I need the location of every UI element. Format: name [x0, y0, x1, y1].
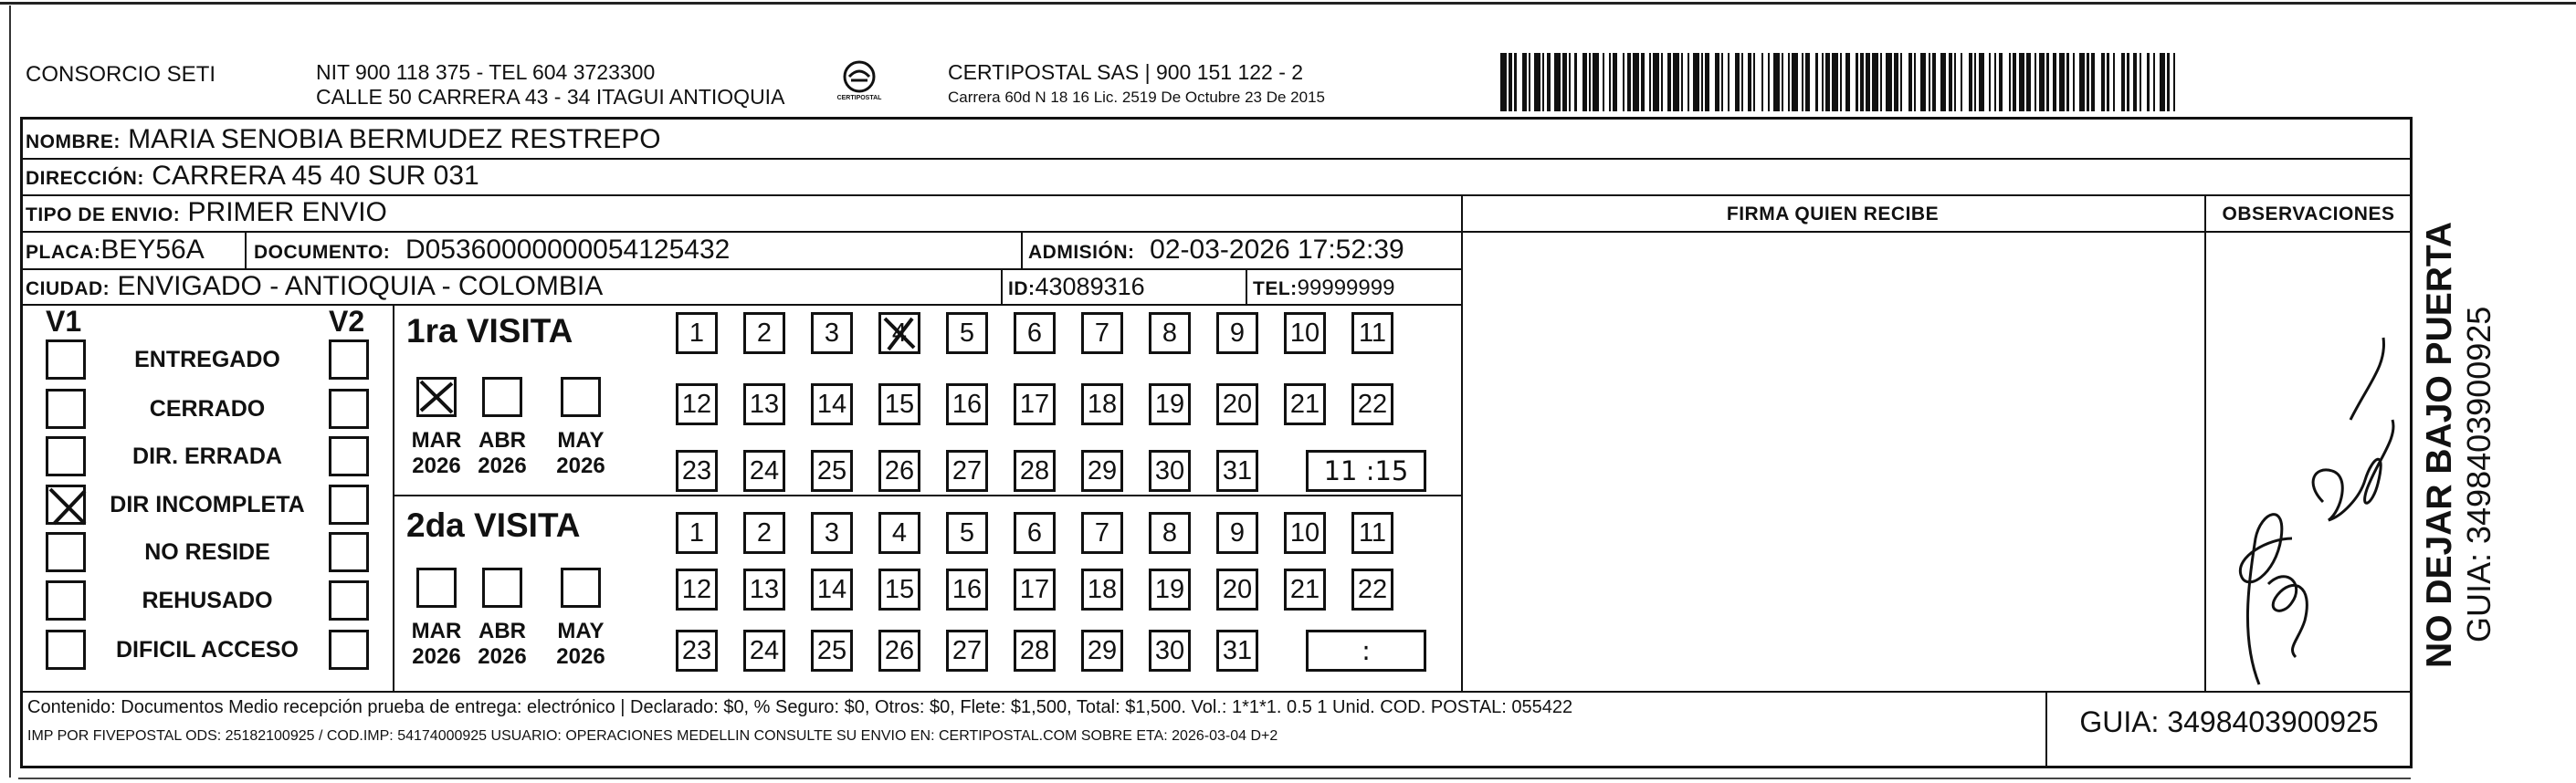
barcode-bar	[1920, 53, 1927, 111]
documento-row	[254, 235, 730, 266]
status-label: DIR. ERRADA	[132, 444, 282, 469]
barcode-bar	[1866, 53, 1869, 111]
barcode-bar	[2059, 53, 2066, 111]
status-label: DIFICIL ACCESO	[115, 637, 299, 663]
barcode-bar	[1894, 53, 1898, 111]
admision-divider	[1021, 231, 1023, 268]
v2-checkbox[interactable]	[329, 580, 369, 621]
nit-line: NIT 900 118 375 - TEL 604 3723300	[316, 60, 656, 84]
barcode-bar	[1509, 53, 1512, 111]
placa-label: PLACA:	[26, 242, 101, 263]
day-box[interactable]: 19	[1149, 569, 1191, 611]
barcode-bar	[1880, 53, 1882, 111]
direccion-row	[26, 161, 479, 192]
barcode-bar	[1974, 53, 1976, 111]
v2-checkbox[interactable]	[329, 436, 369, 476]
month-label: MAR 2026	[411, 619, 462, 669]
v2-label: V2	[329, 305, 365, 338]
nombre-row	[26, 124, 661, 155]
barcode-bar	[1688, 53, 1689, 111]
day-box[interactable]: 19	[1149, 383, 1191, 425]
barcode-bar	[1840, 53, 1842, 111]
barcode-bar	[1822, 53, 1824, 111]
barcode-bar	[1788, 53, 1790, 111]
day-box[interactable]: 3	[811, 312, 853, 354]
month-checkbox[interactable]	[482, 568, 522, 608]
barcode-bar	[2053, 53, 2056, 111]
time-box[interactable]: :	[1306, 630, 1426, 672]
contenido-text: Contenido: Documentos Medio recepción prueba de entrega: electrónico | Declarado: $0, % Seguro: $0, Otros: $0, Flete: $1,500, Total: $1,500. Vol.: 1*1*1. 0.5 1 Unid. COD. POSTAL: 055422	[27, 697, 1573, 717]
barcode-bar	[1932, 53, 1936, 111]
admision-label: ADMISIÓN:	[1028, 242, 1135, 263]
second-visit-title: 2da VISITA	[406, 506, 581, 544]
barcode-bar	[1940, 53, 1947, 111]
signature-scribble-icon	[2204, 310, 2413, 694]
time-box[interactable]: 11 :15	[1306, 450, 1426, 492]
v1-checkbox[interactable]	[46, 485, 86, 525]
barcode-bar	[1574, 53, 1576, 111]
barcode-bar	[2173, 53, 2175, 111]
day-box[interactable]: 28	[1014, 630, 1056, 672]
barcode-bar	[1914, 53, 1916, 111]
month-checkbox[interactable]	[416, 377, 457, 417]
certipostal-line: CERTIPOSTAL SAS | 900 151 122 - 2	[948, 60, 1304, 84]
day-box[interactable]: 26	[878, 450, 920, 492]
v1-checkbox[interactable]	[46, 532, 86, 572]
id-label: ID:	[1008, 278, 1036, 299]
ciudad-value: ENVIGADO - ANTIOQUIA - COLOMBIA	[117, 271, 604, 301]
barcode-bar	[1609, 53, 1611, 111]
day-box[interactable]: 6	[1014, 312, 1056, 354]
barcode-bar	[2013, 53, 2016, 111]
barcode-bar	[2066, 53, 2068, 111]
day-box[interactable]: 20	[1216, 383, 1258, 425]
barcode-bar	[1773, 53, 1780, 111]
barcode-bar	[1547, 53, 1551, 111]
barcode-bar	[1735, 53, 1739, 111]
barcode-bar	[1741, 53, 1743, 111]
placa-row	[26, 235, 205, 266]
day-box[interactable]: 25	[811, 450, 853, 492]
barcode-bar	[2026, 53, 2030, 111]
signature	[2204, 310, 2413, 694]
day-box[interactable]: 24	[743, 630, 785, 672]
barcode-bar	[1500, 53, 1507, 111]
barcode-bar	[1802, 53, 1803, 111]
day-box[interactable]: 6	[1014, 512, 1056, 554]
barcode-bar	[1554, 53, 1561, 111]
day-box[interactable]: 20	[1216, 569, 1258, 611]
day-box[interactable]: 27	[946, 450, 988, 492]
barcode-bar	[2019, 53, 2025, 111]
barcode-bar	[2091, 53, 2095, 111]
day-box[interactable]: 23	[676, 630, 718, 672]
barcode-bar	[1705, 53, 1709, 111]
day-box[interactable]: 7	[1081, 312, 1123, 354]
placa-value: BEY56A	[100, 235, 205, 265]
day-box[interactable]: 7	[1081, 512, 1123, 554]
barcode-bar	[2147, 53, 2149, 111]
address-line: CALLE 50 CARRERA 43 - 34 ITAGUI ANTIOQUIA	[316, 85, 785, 109]
v2-checkbox[interactable]	[329, 339, 369, 380]
barcode-bar	[1761, 53, 1763, 111]
day-box[interactable]: 10	[1284, 312, 1326, 354]
day-box[interactable]: 8	[1149, 512, 1191, 554]
day-box[interactable]: 4	[878, 512, 920, 554]
status-label: ENTREGADO	[134, 347, 280, 372]
v2-checkbox[interactable]	[329, 389, 369, 429]
month-label: MAY 2026	[556, 428, 605, 478]
barcode-bar	[1542, 53, 1544, 111]
ciudad-row	[26, 271, 603, 302]
barcode-bar	[1979, 53, 1985, 111]
scan-left-edge	[9, 5, 11, 778]
barcode-bar	[1653, 53, 1659, 111]
check-x-icon	[419, 380, 454, 414]
barcode-bar	[1805, 53, 1809, 111]
footer-line	[20, 691, 2413, 693]
barcode-bar	[2167, 53, 2169, 111]
barcode-bar	[1693, 53, 1699, 111]
barcode-bar	[2107, 53, 2108, 111]
day-box[interactable]: 14	[811, 383, 853, 425]
id-divider	[1001, 268, 1003, 304]
barcode-bar	[1589, 53, 1591, 111]
row-line-3	[20, 231, 2413, 233]
day-box[interactable]: 3	[811, 512, 853, 554]
barcode-bar	[1701, 53, 1703, 111]
barcode-bar	[2153, 53, 2155, 111]
barcode-bar	[1673, 53, 1679, 111]
day-box[interactable]: 8	[1149, 312, 1191, 354]
v2-checkbox[interactable]	[329, 532, 369, 572]
barcode-bar	[1825, 53, 1829, 111]
day-box[interactable]: 24	[743, 450, 785, 492]
barcode-bar	[1748, 53, 1751, 111]
license-line: Carrera 60d N 18 16 Lic. 2519 De Octubre 23 De 2015	[948, 89, 1325, 106]
barcode-bar	[1633, 53, 1639, 111]
tipo-row	[26, 197, 387, 228]
barcode-bar	[2160, 53, 2166, 111]
v2-checkbox[interactable]	[329, 630, 369, 670]
tel-divider	[1246, 268, 1247, 304]
barcode-bar	[1815, 53, 1817, 111]
day-box[interactable]: 22	[1351, 569, 1393, 611]
status-label: NO RESIDE	[144, 539, 270, 565]
day-box[interactable]: 16	[946, 383, 988, 425]
day-box[interactable]: 22	[1351, 383, 1393, 425]
tel-value: 99999999	[1297, 276, 1395, 300]
barcode-bar	[1582, 53, 1586, 111]
day-box[interactable]: 29	[1081, 450, 1123, 492]
barcode-bar	[1969, 53, 1972, 111]
day-box[interactable]: 14	[811, 569, 853, 611]
day-box[interactable]: 29	[1081, 630, 1123, 672]
scan-bottom-edge	[18, 778, 2411, 779]
documento-value: D05360000000054125432	[405, 235, 731, 265]
day-box[interactable]: 21	[1284, 569, 1326, 611]
tipo-label: TIPO DE ENVIO:	[26, 204, 181, 225]
day-box[interactable]: 13	[743, 569, 785, 611]
day-box[interactable]: 4	[878, 312, 920, 354]
day-box[interactable]: 17	[1014, 383, 1056, 425]
direccion-label: DIRECCIÓN:	[26, 168, 144, 189]
barcode-bar	[1832, 53, 1838, 111]
observaciones-label: OBSERVACIONES	[2222, 204, 2395, 224]
id-row	[1008, 271, 1145, 302]
row-line-1	[20, 158, 2413, 160]
row-line-5	[20, 304, 1463, 306]
barcode-bar	[1529, 53, 1530, 111]
barcode-bar	[1649, 53, 1651, 111]
barcode-bar	[2133, 53, 2137, 111]
barcode-bar	[1860, 53, 1864, 111]
barcode-bar	[1715, 53, 1719, 111]
month-checkbox[interactable]	[482, 377, 522, 417]
documento-label: DOCUMENTO:	[254, 242, 391, 263]
barcode-bar	[1886, 53, 1892, 111]
barcode-bar	[2121, 53, 2125, 111]
day-box[interactable]: 25	[811, 630, 853, 672]
firma-label: FIRMA QUIEN RECIBE	[1726, 204, 1940, 224]
status-label: REHUSADO	[142, 588, 273, 613]
barcode-bar	[1522, 53, 1526, 111]
status-label: CERRADO	[149, 396, 266, 422]
day-box[interactable]: 18	[1081, 383, 1123, 425]
row-line-2	[20, 194, 2413, 196]
status-label: DIR INCOMPLETA	[110, 492, 305, 517]
barcode-bar	[1534, 53, 1540, 111]
scan-top-edge	[0, 2, 2576, 5]
barcode-bar	[1603, 53, 1604, 111]
barcode-bar	[1753, 53, 1755, 111]
barcode-bar	[2009, 53, 2011, 111]
day-box[interactable]: 28	[1014, 450, 1056, 492]
id-value: 43089316	[1035, 273, 1145, 300]
postal-logo-icon	[833, 57, 886, 110]
direccion-value: CARRERA 45 40 SUR 031	[152, 161, 479, 191]
month-label: ABR 2026	[478, 428, 527, 478]
barcode-bar	[1989, 53, 1991, 111]
day-box[interactable]: 9	[1216, 312, 1258, 354]
barcode-bar	[1792, 53, 1798, 111]
barcode-bar	[1782, 53, 1783, 111]
month-label: MAY 2026	[556, 619, 605, 669]
barcode-bar	[2046, 53, 2048, 111]
day-box[interactable]: 31	[1216, 450, 1258, 492]
day-box[interactable]: 10	[1284, 512, 1326, 554]
day-box[interactable]: 15	[878, 569, 920, 611]
barcode-bar	[1768, 53, 1770, 111]
nombre-label: NOMBRE:	[26, 131, 121, 152]
certipostal-logo	[833, 57, 886, 110]
barcode-bar	[1569, 53, 1571, 111]
barcode	[1500, 53, 2176, 111]
barcode-bar	[2079, 53, 2086, 111]
month-checkbox[interactable]	[561, 568, 601, 608]
placa-divider	[245, 231, 247, 268]
barcode-bar	[2113, 53, 2115, 111]
barcode-bar	[1994, 53, 1996, 111]
v2-checkbox[interactable]	[329, 485, 369, 525]
day-box[interactable]: 18	[1081, 569, 1123, 611]
month-checkbox[interactable]	[561, 377, 601, 417]
tipo-value: PRIMER ENVIO	[187, 197, 387, 227]
v1-checkbox[interactable]	[46, 339, 86, 380]
side-guia: GUIA: 3498403900925	[2460, 306, 2497, 642]
v1-label: V1	[46, 305, 82, 338]
barcode-bar	[1949, 53, 1952, 111]
barcode-bar	[1514, 53, 1516, 111]
tel-label: TEL:	[1253, 278, 1298, 299]
check-x-icon	[48, 487, 89, 527]
day-box[interactable]: 9	[1216, 512, 1258, 554]
barcode-bar	[1954, 53, 1956, 111]
status-divider	[393, 304, 394, 691]
footer-guia: GUIA: 3498403900925	[2079, 705, 2379, 738]
admision-row	[1028, 235, 1404, 266]
ciudad-label: CIUDAD:	[26, 278, 110, 299]
barcode-bar	[2127, 53, 2129, 111]
day-box[interactable]: 11	[1351, 512, 1393, 554]
day-box[interactable]: 13	[743, 383, 785, 425]
visit-divider	[393, 495, 1463, 496]
barcode-bar	[1900, 53, 1902, 111]
day-box[interactable]: 12	[676, 383, 718, 425]
barcode-bar	[1623, 53, 1624, 111]
barcode-bar	[1667, 53, 1671, 111]
barcode-bar	[1627, 53, 1631, 111]
day-box[interactable]: 30	[1149, 630, 1191, 672]
day-box[interactable]: 5	[946, 312, 988, 354]
day-box[interactable]: 17	[1014, 569, 1056, 611]
imp-text: IMP POR FIVEPOSTAL ODS: 25182100925 / COD.IMP: 54174000925 USUARIO: OPERACIONES MEDELLIN CONSULTE SU ENVIO EN: CERTIPOSTAL.COM SOBRE ETA: 2026-03-04 D+2	[27, 728, 1278, 744]
barcode-bar	[1845, 53, 1849, 111]
barcode-bar	[2035, 53, 2036, 111]
barcode-bar	[1562, 53, 1566, 111]
barcode-bar	[2039, 53, 2045, 111]
nombre-value: MARIA SENOBIA BERMUDEZ RESTREPO	[128, 124, 661, 154]
barcode-bar	[1721, 53, 1723, 111]
day-box[interactable]: 30	[1149, 450, 1191, 492]
day-box[interactable]: 2	[743, 512, 785, 554]
barcode-bar	[1681, 53, 1683, 111]
day-box[interactable]: 5	[946, 512, 988, 554]
day-box[interactable]: 23	[676, 450, 718, 492]
day-box[interactable]: 15	[878, 383, 920, 425]
v1-checkbox[interactable]	[46, 580, 86, 621]
barcode-bar	[1908, 53, 1912, 111]
barcode-bar	[1593, 53, 1599, 111]
day-box[interactable]: 1	[676, 512, 718, 554]
first-visit-title: 1ra VISITA	[406, 312, 573, 350]
day-box[interactable]: 31	[1216, 630, 1258, 672]
tel-row	[1253, 271, 1394, 302]
barcode-bar	[2073, 53, 2075, 111]
v1-checkbox[interactable]	[46, 389, 86, 429]
barcode-bar	[1999, 53, 2003, 111]
barcode-bar	[1728, 53, 1730, 111]
side-guia-box	[2460, 157, 2508, 650]
barcode-bar	[1929, 53, 1930, 111]
day-box[interactable]: 26	[878, 630, 920, 672]
admision-value: 02-03-2026 17:52:39	[1150, 235, 1404, 265]
day-box[interactable]: 27	[946, 630, 988, 672]
barcode-bar	[2140, 53, 2141, 111]
barcode-bar	[1872, 53, 1878, 111]
logo-text: CERTIPOSTAL	[836, 95, 882, 101]
v1-checkbox[interactable]	[46, 630, 86, 670]
company-name: CONSORCIO SETI	[26, 62, 216, 87]
month-label: ABR 2026	[478, 619, 527, 669]
v1-checkbox[interactable]	[46, 436, 86, 476]
barcode-bar	[1613, 53, 1616, 111]
barcode-bar	[1661, 53, 1663, 111]
barcode-bar	[1856, 53, 1857, 111]
day-box[interactable]: 21	[1284, 383, 1326, 425]
barcode-bar	[2101, 53, 2105, 111]
month-checkbox[interactable]	[416, 568, 457, 608]
barcode-bar	[1641, 53, 1645, 111]
day-box[interactable]: 11	[1351, 312, 1393, 354]
barcode-bar	[2087, 53, 2088, 111]
signature-left-line	[1461, 194, 1463, 691]
day-box[interactable]: 2	[743, 312, 785, 354]
day-box[interactable]: 1	[676, 312, 718, 354]
day-box[interactable]: 16	[946, 569, 988, 611]
month-label: MAR 2026	[411, 428, 462, 478]
barcode-bar	[1961, 53, 1962, 111]
side-title: NO DEJAR BAJO PUERTA	[2420, 221, 2459, 668]
day-box[interactable]: 12	[676, 569, 718, 611]
